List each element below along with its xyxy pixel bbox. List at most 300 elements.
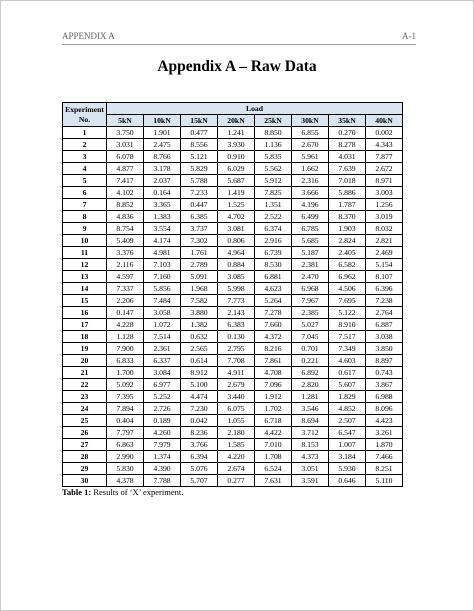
page-number: A-1 [402,31,416,41]
value-cell: 1.419 [218,187,255,199]
raw-data-table [62,102,403,487]
value-cell: 2.679 [218,379,255,391]
table-row [63,127,403,139]
caption-label: Table 1: [62,487,92,497]
value-cell: 2.316 [292,175,329,187]
value-cell: 3.850 [366,343,403,355]
value-cell: 2.522 [255,211,292,223]
table-row [63,451,403,463]
value-cell: 5.027 [292,319,329,331]
table-row [63,175,403,187]
value-cell: 6.892 [292,367,329,379]
table-row [63,235,403,247]
table-row [63,247,403,259]
value-cell: 0.806 [218,235,255,247]
value-cell: 5.110 [366,475,403,487]
experiment-number-cell: 15 [63,295,107,307]
table-row [63,271,403,283]
value-cell: 7.302 [181,235,218,247]
value-cell: 4.981 [144,247,181,259]
value-cell: 6.078 [107,151,144,163]
value-cell: 2.116 [107,259,144,271]
value-cell: 1.702 [255,403,292,415]
value-cell: 8.971 [366,175,403,187]
value-cell: 1.870 [366,439,403,451]
table-row [63,151,403,163]
value-cell: 6.833 [107,355,144,367]
experiment-number-cell: 28 [63,451,107,463]
value-cell: 6.977 [144,379,181,391]
value-cell: 4.964 [218,247,255,259]
value-cell: 7.103 [144,259,181,271]
value-cell: 2.470 [292,271,329,283]
value-cell: 4.836 [107,211,144,223]
value-cell: 3.003 [366,187,403,199]
value-cell: 5.886 [329,187,366,199]
table-row [63,283,403,295]
value-cell: 1.382 [181,319,218,331]
value-cell: 0.884 [218,259,255,271]
value-cell: 6.383 [218,319,255,331]
value-cell: 7.979 [144,439,181,451]
experiment-number-cell: 20 [63,355,107,367]
value-cell: 1.072 [144,319,181,331]
value-cell: 3.546 [292,403,329,415]
value-cell: 4.911 [218,367,255,379]
experiment-number-cell: 4 [63,163,107,175]
value-cell: 3.051 [292,463,329,475]
value-cell: 3.750 [107,127,144,139]
table-row [63,415,403,427]
value-cell: 1.829 [329,391,366,403]
experiment-number-cell: 24 [63,403,107,415]
value-cell: 4.506 [329,283,366,295]
experiment-number-cell: 18 [63,331,107,343]
value-cell: 3.019 [366,211,403,223]
experiment-no-header [63,103,107,127]
value-cell: 0.646 [329,475,366,487]
value-cell: 7.631 [255,475,292,487]
experiment-number-cell: 25 [63,415,107,427]
value-cell: 7.825 [255,187,292,199]
value-cell: 7.018 [329,175,366,187]
value-cell: 1.901 [144,127,181,139]
value-cell: 7.045 [292,331,329,343]
value-cell: 8.556 [181,139,218,151]
value-cell: 2.037 [144,175,181,187]
experiment-number-cell: 1 [63,127,107,139]
value-cell: 0.910 [218,151,255,163]
value-cell: 4.423 [366,415,403,427]
value-cell: 4.877 [107,163,144,175]
value-cell: 2.795 [218,343,255,355]
value-cell: 0.632 [181,331,218,343]
table-header-row-2 [63,115,403,127]
experiment-number-cell: 3 [63,151,107,163]
value-cell: 2.143 [218,307,255,319]
value-cell: 0.617 [329,367,366,379]
value-cell: 3.376 [107,247,144,259]
value-cell: 1.007 [329,439,366,451]
value-cell: 8.032 [366,223,403,235]
value-cell: 8.530 [255,259,292,271]
value-cell: 6.337 [144,355,181,367]
value-cell: 2.990 [107,451,144,463]
value-cell: 4.228 [107,319,144,331]
value-cell: 7.010 [255,439,292,451]
value-cell: 8.236 [181,427,218,439]
table-row [63,259,403,271]
value-cell: 2.381 [292,259,329,271]
value-cell: 4.422 [255,427,292,439]
caption-text: Results of ‘X’ experiment. [91,487,184,497]
value-cell: 5.835 [255,151,292,163]
value-cell: 2.789 [181,259,218,271]
value-cell: 7.695 [329,295,366,307]
table-row [63,223,403,235]
value-cell: 2.206 [107,295,144,307]
value-cell: 1.585 [218,439,255,451]
value-cell: 6.547 [329,427,366,439]
value-cell: 7.466 [366,451,403,463]
value-cell: 5.607 [329,379,366,391]
value-cell: 7.877 [366,151,403,163]
value-cell: 0.189 [144,415,181,427]
value-cell: 6.396 [366,283,403,295]
value-cell: 4.708 [255,367,292,379]
value-cell: 3.880 [181,307,218,319]
value-cell: 3.184 [329,451,366,463]
value-cell: 8.912 [181,367,218,379]
value-cell: 8.096 [366,403,403,415]
value-cell: 8.754 [107,223,144,235]
value-cell: 7.230 [181,403,218,415]
value-cell: 0.270 [329,127,366,139]
table-row [63,319,403,331]
value-cell: 3.058 [144,307,181,319]
table-row [63,295,403,307]
column-header: 20kN [218,115,255,127]
value-cell: 3.930 [218,139,255,151]
value-cell: 2.565 [181,343,218,355]
value-cell: 4.702 [218,211,255,223]
value-cell: 2.475 [144,139,181,151]
value-cell: 4.220 [218,451,255,463]
value-cell: 8.852 [107,199,144,211]
value-cell: 6.988 [366,391,403,403]
value-cell: 0.002 [366,127,403,139]
table-row [63,355,403,367]
value-cell: 7.096 [255,379,292,391]
value-cell: 7.660 [255,319,292,331]
value-cell: 1.761 [181,247,218,259]
value-cell: 5.409 [107,235,144,247]
value-cell: 0.447 [181,199,218,211]
value-cell: 3.666 [292,187,329,199]
experiment-number-cell: 10 [63,235,107,247]
experiment-number-cell: 7 [63,199,107,211]
value-cell: 5.252 [144,391,181,403]
value-cell: 3.365 [144,199,181,211]
value-cell: 4.031 [329,151,366,163]
table-row [63,187,403,199]
value-cell: 5.100 [181,379,218,391]
table-body [63,127,403,487]
value-cell: 4.390 [144,463,181,475]
table-row [63,307,403,319]
value-cell: 1.903 [329,223,366,235]
value-cell: 8.107 [366,271,403,283]
value-cell: 1.136 [255,139,292,151]
value-cell: 4.623 [255,283,292,295]
value-cell: 3.084 [144,367,181,379]
value-cell: 0.221 [292,355,329,367]
table-row [63,403,403,415]
value-cell: 4.474 [181,391,218,403]
load-group-header: Load [107,103,403,115]
table-caption [62,487,183,497]
value-cell: 3.081 [218,223,255,235]
value-cell: 0.614 [181,355,218,367]
header-left-text: APPENDIX A [62,31,115,41]
value-cell: 4.378 [107,475,144,487]
experiment-number-cell: 9 [63,223,107,235]
value-cell: 2.674 [218,463,255,475]
value-cell: 3.591 [292,475,329,487]
value-cell: 7.238 [366,295,403,307]
value-cell: 1.912 [255,391,292,403]
value-cell: 1.662 [292,163,329,175]
experiment-number-cell: 14 [63,283,107,295]
value-cell: 0.743 [366,367,403,379]
value-cell: 6.863 [107,439,144,451]
experiment-header-line2: No. [78,114,91,124]
table-row [63,379,403,391]
value-cell: 6.855 [292,127,329,139]
value-cell: 6.075 [218,403,255,415]
value-cell: 1.708 [255,451,292,463]
value-cell: 7.773 [218,295,255,307]
value-cell: 4.102 [107,187,144,199]
value-cell: 6.962 [329,271,366,283]
value-cell: 1.383 [144,211,181,223]
experiment-number-cell: 19 [63,343,107,355]
value-cell: 3.178 [144,163,181,175]
value-cell: 7.417 [107,175,144,187]
value-cell: 0.130 [218,331,255,343]
value-cell: 2.916 [255,235,292,247]
value-cell: 6.739 [255,247,292,259]
value-cell: 2.385 [292,307,329,319]
value-cell: 0.701 [292,343,329,355]
experiment-number-cell: 21 [63,367,107,379]
value-cell: 4.603 [329,355,366,367]
experiment-number-cell: 11 [63,247,107,259]
value-cell: 3.867 [366,379,403,391]
value-cell: 0.477 [181,127,218,139]
value-cell: 8.251 [366,463,403,475]
value-cell: 3.038 [366,331,403,343]
value-cell: 5.121 [181,151,218,163]
value-cell: 1.241 [218,127,255,139]
value-cell: 8.694 [292,415,329,427]
value-cell: 2.507 [329,415,366,427]
value-cell: 7.894 [107,403,144,415]
value-cell: 7.639 [329,163,366,175]
value-cell: 1.281 [292,391,329,403]
value-cell: 8.850 [255,127,292,139]
value-cell: 5.264 [255,295,292,307]
value-cell: 7.861 [255,355,292,367]
value-cell: 6.785 [292,223,329,235]
value-cell: 5.122 [329,307,366,319]
value-cell: 4.372 [255,331,292,343]
value-cell: 7.797 [107,427,144,439]
experiment-number-cell: 27 [63,439,107,451]
table-row [63,475,403,487]
value-cell: 6.524 [255,463,292,475]
value-cell: 7.967 [292,295,329,307]
value-cell: 1.525 [218,199,255,211]
value-cell: 6.718 [255,415,292,427]
table-row [63,439,403,451]
value-cell: 5.187 [292,247,329,259]
table-row [63,343,403,355]
value-cell: 5.930 [329,463,366,475]
value-cell: 8.370 [329,211,366,223]
experiment-number-cell: 29 [63,463,107,475]
value-cell: 7.582 [181,295,218,307]
column-header: 40kN [366,115,403,127]
table-row [63,211,403,223]
value-cell: 7.517 [329,331,366,343]
value-cell: 7.484 [144,295,181,307]
value-cell: 5.076 [181,463,218,475]
value-cell: 2.824 [329,235,366,247]
value-cell: 4.597 [107,271,144,283]
value-cell: 6.881 [255,271,292,283]
value-cell: 6.499 [292,211,329,223]
value-cell: 5.092 [107,379,144,391]
value-cell: 3.766 [181,439,218,451]
value-cell: 1.128 [107,331,144,343]
value-cell: 7.514 [144,331,181,343]
value-cell: 1.787 [329,199,366,211]
table-row [63,463,403,475]
value-cell: 7.708 [218,355,255,367]
value-cell: 3.712 [292,427,329,439]
experiment-number-cell: 6 [63,187,107,199]
value-cell: 8.216 [255,343,292,355]
table-row [63,139,403,151]
experiment-number-cell: 30 [63,475,107,487]
value-cell: 0.404 [107,415,144,427]
value-cell: 4.174 [144,235,181,247]
value-cell: 2.726 [144,403,181,415]
value-cell: 7.160 [144,271,181,283]
table-row [63,427,403,439]
value-cell: 8.766 [144,151,181,163]
value-cell: 7.788 [144,475,181,487]
value-cell: 8.897 [366,355,403,367]
experiment-number-cell: 8 [63,211,107,223]
experiment-number-cell: 2 [63,139,107,151]
value-cell: 6.029 [218,163,255,175]
value-cell: 4.852 [329,403,366,415]
value-cell: 2.821 [366,235,403,247]
value-cell: 8.278 [329,139,366,151]
value-cell: 6.887 [366,319,403,331]
value-cell: 6.374 [255,223,292,235]
value-cell: 1.055 [218,415,255,427]
value-cell: 6.385 [181,211,218,223]
value-cell: 2.672 [366,163,403,175]
value-cell: 3.261 [366,427,403,439]
value-cell: 5.829 [181,163,218,175]
column-header: 35kN [329,115,366,127]
value-cell: 0.164 [144,187,181,199]
value-cell: 7.337 [107,283,144,295]
value-cell: 4.260 [144,427,181,439]
value-cell: 3.031 [107,139,144,151]
value-cell: 4.343 [366,139,403,151]
experiment-number-cell: 16 [63,307,107,319]
value-cell: 1.700 [107,367,144,379]
value-cell: 1.374 [144,451,181,463]
page-title: Appendix A – Raw Data [157,58,317,75]
column-header: 5kN [107,115,144,127]
value-cell: 7.278 [255,307,292,319]
experiment-number-cell: 5 [63,175,107,187]
value-cell: 1.351 [255,199,292,211]
value-cell: 5.912 [255,175,292,187]
experiment-number-cell: 26 [63,427,107,439]
value-cell: 3.085 [218,271,255,283]
value-cell: 5.091 [181,271,218,283]
table-row [63,331,403,343]
value-cell: 0.042 [181,415,218,427]
value-cell: 3.554 [144,223,181,235]
table-header-row-1 [63,103,403,115]
value-cell: 2.469 [366,247,403,259]
value-cell: 5.998 [218,283,255,295]
value-cell: 7.233 [181,187,218,199]
experiment-number-cell: 23 [63,391,107,403]
value-cell: 8.910 [329,319,366,331]
value-cell: 5.154 [366,259,403,271]
value-cell: 3.737 [181,223,218,235]
column-header: 15kN [181,115,218,127]
experiment-number-cell: 17 [63,319,107,331]
value-cell: 7.395 [107,391,144,403]
value-cell: 6.582 [329,259,366,271]
table-row [63,391,403,403]
value-cell: 5.562 [255,163,292,175]
value-cell: 4.196 [292,199,329,211]
value-cell: 5.685 [292,235,329,247]
value-cell: 2.405 [329,247,366,259]
value-cell: 2.180 [218,427,255,439]
header-rule [62,44,416,45]
value-cell: 5.856 [144,283,181,295]
value-cell: 3.440 [218,391,255,403]
experiment-number-cell: 13 [63,271,107,283]
value-cell: 5.830 [107,463,144,475]
table-row [63,199,403,211]
value-cell: 1.968 [181,283,218,295]
value-cell: 2.670 [292,139,329,151]
value-cell: 0.147 [107,307,144,319]
